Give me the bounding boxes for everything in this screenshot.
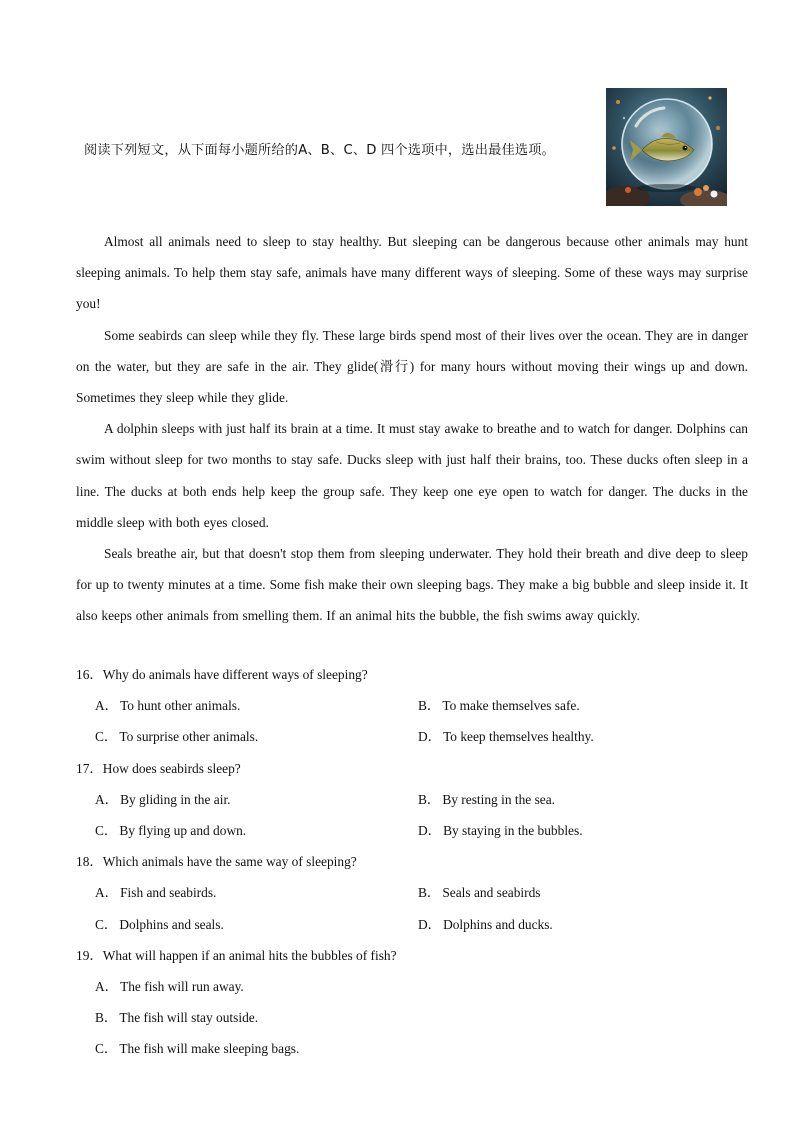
question-stem: Why do animals have different ways of sleeping? (102, 667, 368, 682)
passage-paragraph: Some seabirds can sleep while they fly. These large birds spend most of their lives over the ocean. They are in danger on the water, but they are safe in the air. They glide(滑行) for many hours without moving their wings up and down. Sometimes they sleep while they glide. (76, 327, 748, 406)
question-17 (76, 753, 748, 784)
question-list (76, 659, 748, 1064)
question-16 (76, 659, 748, 690)
option-b: B． By resting in the sea. (418, 791, 556, 807)
option-b: B． Seals and seabirds (418, 885, 541, 901)
question-number: 17． (76, 760, 103, 776)
question-number: 19． (76, 947, 103, 963)
option-d: D． By staying in the bubbles. (418, 822, 583, 838)
instruction-text: 阅读下列短文，从下面每小题所给的A、B、C、D 四个选项中，选出最佳选项。 (84, 143, 556, 158)
option-c: C． By flying up and down. (95, 822, 247, 838)
option-b: B． To make themselves safe. (418, 698, 580, 714)
option-row (76, 877, 748, 908)
question-number: 18． (76, 854, 103, 870)
option-row (76, 909, 748, 940)
reading-passage (76, 226, 748, 632)
passage-paragraph: Almost all animals need to sleep to stay healthy. But sleeping can be dangerous because other animals may hunt sleeping animals. To help them stay safe, animals have many different ways of sleeping. Some of these ways may surprise you! (76, 234, 748, 312)
question-stem: What will happen if an animal hits the bubbles of fish? (102, 947, 397, 963)
option-b: B． The fish will stay outside. (95, 1010, 259, 1026)
option-row (76, 721, 748, 752)
option-c: C． Dolphins and seals. (95, 916, 224, 932)
option-c: C． To surprise other animals. (95, 729, 259, 745)
question-18 (76, 846, 748, 877)
option-c: C． The fish will make sleeping bags. (95, 1041, 300, 1057)
fish-in-bubble-photo (606, 88, 727, 206)
option-a: A． The fish will run away. (95, 978, 244, 994)
option-row (76, 1033, 748, 1064)
option-row (76, 971, 748, 1002)
question-stem: How does seabirds sleep? (102, 760, 241, 776)
option-a: A． By gliding in the air. (95, 791, 231, 807)
question-stem: Which animals have the same way of sleeping? (102, 854, 357, 870)
option-a: A． Fish and seabirds. (95, 885, 217, 901)
option-a: A． To hunt other animals. (95, 698, 241, 714)
option-row (76, 690, 748, 721)
passage-paragraph: Seals breathe air, but that doesn't stop them from sleeping underwater. They hold their breath and dive deep to sleep for up to twenty minutes at a time. Some fish make their own sleeping bags. They make a big bubble and sleep inside it. It also keeps other animals from smelling them. If an animal hits the bubble, the fish swims away quickly. (76, 546, 748, 624)
option-row (76, 1002, 748, 1033)
option-d: D． To keep themselves healthy. (418, 729, 594, 745)
option-row (76, 784, 748, 815)
option-row (76, 815, 748, 846)
question-19 (76, 940, 748, 971)
option-d: D． Dolphins and ducks. (418, 916, 553, 932)
question-number: 16． (76, 667, 103, 682)
passage-paragraph: A dolphin sleeps with just half its brain at a time. It must stay awake to breathe and to watch for danger. Dolphins can swim without sleep for two months to stay safe. Ducks sleep with just half their brains, too. These ducks often sleep in a line. The ducks at both ends help keep the group safe. They keep one eye open to watch for danger. The ducks in the middle sleep with both eyes closed. (76, 421, 748, 530)
